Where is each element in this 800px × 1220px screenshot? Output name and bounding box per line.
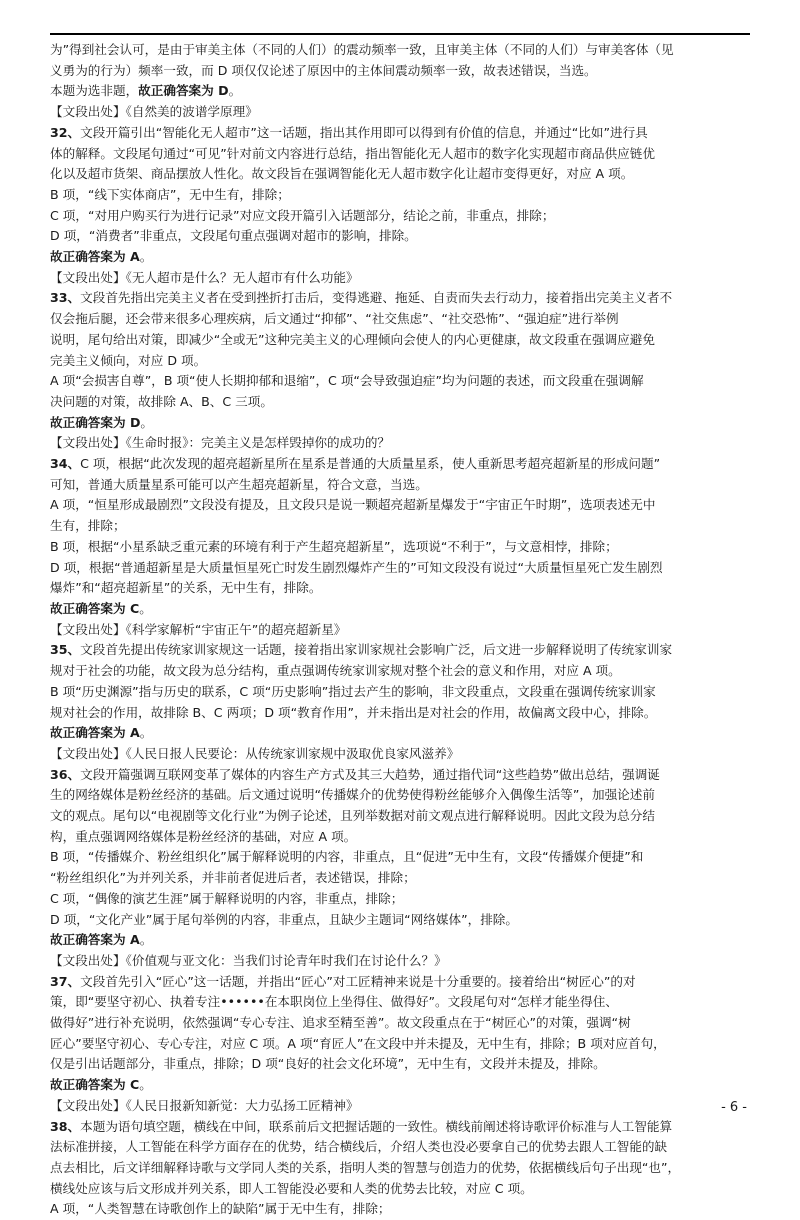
bold-text: 故正确答案为 D <box>50 414 141 430</box>
text-span: C 项，“偶像的演艺生涯”属于解释说明的内容，非重点，排除； <box>50 890 404 906</box>
text-line <box>50 206 750 227</box>
text-span: 策，即“要坚守初心、执着专注••••••在本职岗位上坐得住、做得好”。文段尾句对“怎样才能坐得住、 <box>50 994 618 1010</box>
text-span: B 项，“线下实体商店”，无中生有，排除； <box>50 186 290 202</box>
text-span: D 项，“文化产业”属于尾句举例的内容，非重点，且缺少主题词“网络媒体”，排除。 <box>50 911 518 927</box>
text-span: 本题为语句填空题，横线在中间，联系前后文把握话题的一致性。横线前阐述将诗歌评价标准与人工智能算 <box>80 1118 673 1134</box>
text-span: 仅会拖后腿，还会带来很多心理疾病，后文通过“抑郁”、“社交焦虑”、“社交恐怖”、“强迫症”进行举例 <box>50 311 619 327</box>
text-span: B 项，“传播媒介、粉丝组织化”属于解释说明的内容，非重点，且“促进”无中生有，文段“传播媒介便捷”和 <box>50 849 644 865</box>
text-line <box>50 868 750 889</box>
text-line <box>50 185 750 206</box>
text-line <box>50 495 750 516</box>
text-span: 。 <box>139 932 153 948</box>
text-span: C 项，根据“此次发现的超亮超新星所在星系是普通的大质量星系，使人重新思考超亮超新星的形成问题” <box>80 456 661 472</box>
text-span: 。 <box>139 1077 152 1093</box>
text-line <box>50 537 750 558</box>
text-line <box>50 930 750 951</box>
bold-text: 34、 <box>50 456 81 472</box>
text-line <box>50 413 750 434</box>
bold-text: 故正确答案为 A <box>50 725 140 741</box>
text-line <box>50 330 750 351</box>
text-span: D 项，“消费者”非重点，文段尾句重点强调对超市的影响，排除。 <box>50 228 417 244</box>
text-span: 【文段出处】《自然美的波谱学原理》 <box>50 104 258 120</box>
text-line <box>50 1096 750 1117</box>
text-span: 【文段出处】《人民日报人民要论：从传统家训家规中汲取优良家风滋养》 <box>50 745 460 761</box>
text-line <box>50 682 750 703</box>
text-span: 体的解释。文段尾句通过“可见”针对前文内容进行总结，指出智能化无人超市的数字化实现超市商品供应链优 <box>50 145 655 161</box>
text-line <box>50 1137 750 1158</box>
text-span: 化以及超市货架、商品摆放人性化。故文段旨在强调智能化无人超市数字化让超市变得更好，对应 A 项。 <box>50 166 634 182</box>
text-line <box>50 164 750 185</box>
text-line <box>50 765 750 786</box>
text-line <box>50 640 750 661</box>
text-line <box>50 951 750 972</box>
text-span: 。 <box>139 725 153 741</box>
text-span: 文段开篇强调互联网变革了媒体的内容生产方式及其三大趋势，通过指代词“这些趋势”做出总结，强调诞 <box>80 766 660 782</box>
text-line <box>50 1199 750 1220</box>
bold-text: 故正确答案为 C <box>50 1077 140 1093</box>
text-span: 【文段出处】《价值观与亚文化：当我们讨论青年时我们在讨论什么？》 <box>50 952 447 968</box>
text-line <box>50 723 750 744</box>
text-span: 构，重点强调网络媒体是粉丝经济的基础，对应 A 项。 <box>50 828 357 844</box>
text-span: 。 <box>140 414 153 430</box>
text-span: 文段首先指出完美主义者在受到挫折打击后，变得逃避、拖延、自责而失去行动力，接着指出完美主义者不 <box>80 290 673 306</box>
text-span: 仅是引出话题部分，非重点，排除；D 项“良好的社会文化环境”，无中生有，文段并未提及，排除。 <box>50 1056 606 1072</box>
text-line <box>50 992 750 1013</box>
text-span: 。 <box>139 600 152 616</box>
bold-text: 32、 <box>50 124 81 140</box>
text-span: 点去相比，后文详细解释诗歌与文学同人类的关系，指明人类的智慧与创造力的优势，依据横线后句子出现“也”， <box>50 1159 681 1175</box>
bold-text: 33、 <box>50 290 81 306</box>
text-line <box>50 785 750 806</box>
text-span: 【文段出处】《科学家解析“宇宙正午”的超亮超新星》 <box>50 621 347 637</box>
text-line <box>50 288 750 309</box>
text-line <box>50 1075 750 1096</box>
text-span: 为”得到社会认可，是由于审美主体（不同的人们）的震动频率一致，且审美主体（不同的人们）与审美客体（见 <box>50 42 674 57</box>
text-line <box>50 847 750 868</box>
text-line <box>50 1158 750 1179</box>
text-span: 【文段出处】《生命时报》：完美主义是怎样毁掉你的成功的？ <box>50 435 391 451</box>
text-span: 义勇为的行为）频率一致，而 D 项仅仅论述了原因中的主体间震动频率一致，故表述错误，当选。 <box>50 62 597 78</box>
text-span: A 项“会损害自尊”，B 项“使人长期抑郁和退缩”，C 项“会导致强迫症”均为问题的表述，而文段重在强调解 <box>50 373 644 389</box>
text-span: 。 <box>139 249 153 265</box>
text-span: 匠心”要坚守初心、专心专注，对应 C 项。A 项“育匠人”在文段中并未提及，无中生有，排除；B 项对应首句， <box>50 1035 666 1051</box>
text-line <box>50 226 750 247</box>
text-span: 可知，普通大质量星系可能可以产生超亮超新星，符合文意，当选。 <box>50 476 428 492</box>
text-line <box>50 309 750 330</box>
document-body <box>50 40 750 1220</box>
text-line <box>50 972 750 993</box>
text-line <box>50 144 750 165</box>
text-line <box>50 81 750 102</box>
text-line <box>50 558 750 579</box>
text-span: 说明，尾句给出对策，即减少“全或无”这种完美主义的心理倾向会使人的内心更健康，故文段重在强调应避免 <box>50 331 655 347</box>
page-number: - 6 - <box>721 1100 747 1115</box>
text-span: A 项，“恒星形成最剧烈”文段没有提及，且文段只是说一颗超亮超新星爆发于“宇宙正午时期”，选项表述无中 <box>50 497 656 513</box>
text-line <box>50 516 750 537</box>
text-span: B 项，根据“小星系缺乏重元素的环境有利于产生超亮超新星”，选项说“不利于”，与文意相悖，排除； <box>50 538 618 554</box>
bold-text: 故正确答案为 C <box>50 600 140 616</box>
header-rule <box>50 33 750 35</box>
text-line <box>50 1054 750 1075</box>
text-span: C 项，“对用户购买行为进行记录”对应文段开篇引入话题部分，结论之前，非重点，排除； <box>50 207 555 223</box>
text-span: 做得好”进行补充说明，依然强调“专心专注、追求至精至善”。故文段重点在于“树匠心”的对策，强调“树 <box>50 1015 631 1031</box>
text-line <box>50 123 750 144</box>
text-line <box>50 806 750 827</box>
text-span: A 项，“人类智慧在诗歌创作上的缺陷”属于无中生有，排除； <box>50 1201 391 1217</box>
text-line <box>50 1179 750 1200</box>
text-line <box>50 392 750 413</box>
text-line <box>50 61 750 82</box>
text-span: 规对社会的作用，故排除 B、C 两项；D 项“教育作用”，并未指出是对社会的作用，故偏离文段中心，排除。 <box>50 704 657 720</box>
text-line <box>50 1034 750 1055</box>
text-span: 横线处应该与后文形成并列关系，即人工智能没必要和人类的优势去比较，对应 C 项。 <box>50 1180 533 1196</box>
text-line <box>50 1117 750 1138</box>
text-span: 法标准拼接，人工智能在科学方面存在的优势，结合横线后，介绍人类也没必要拿自己的优势去跟人工智能的缺 <box>50 1139 668 1155</box>
bold-text: 37、 <box>50 973 81 989</box>
bold-text: 36、 <box>50 766 81 782</box>
text-line <box>50 910 750 931</box>
text-line <box>50 599 750 620</box>
text-span: B 项“历史渊源”指与历史的联系，C 项“历史影响”指过去产生的影响，非文段重点，文段重在强调传统家训家 <box>50 683 656 699</box>
text-line <box>50 744 750 765</box>
bold-text: 38、 <box>50 1118 81 1134</box>
text-span: 生有，排除； <box>50 518 126 534</box>
text-span: 爆炸”和“超亮超新星”的关系，无中生有，排除。 <box>50 580 322 596</box>
text-line <box>50 351 750 372</box>
text-span: 文段开篇引出“智能化无人超市”这一话题，指出其作用即可以得到有价值的信息，并通过“比如”进行具 <box>80 124 648 140</box>
text-line <box>50 102 750 123</box>
text-line <box>50 1013 750 1034</box>
text-line <box>50 40 750 61</box>
text-span: “粉丝组织化”为并列关系，并非前者促进后者，表述错误，排除； <box>50 870 416 886</box>
text-line <box>50 247 750 268</box>
text-line <box>50 578 750 599</box>
bold-text: 故正确答案为 A <box>50 932 140 948</box>
text-line <box>50 475 750 496</box>
bold-text: 故正确答案为 A <box>50 249 140 265</box>
text-span: 文段首先提出传统家训家规这一话题，接着指出家训家规社会影响广泛，后文进一步解释说明了传统家训家 <box>80 642 673 658</box>
text-span: 生的网络媒体是粉丝经济的基础。后文通过说明“传播媒介的优势使得粉丝能够介入偶像生活等”，加强论述前 <box>50 787 655 803</box>
text-line <box>50 661 750 682</box>
text-span: 本题为选非题， <box>50 83 139 99</box>
text-line <box>50 889 750 910</box>
text-line <box>50 703 750 724</box>
text-span: 。 <box>228 83 242 99</box>
text-span: 【文段出处】《人民日报新知新觉：大力弘扬工匠精神》 <box>50 1097 359 1113</box>
text-span: 规对于社会的功能，故文段为总分结构，重点强调传统家训家规对整个社会的意义和作用，对应 A 项。 <box>50 663 621 679</box>
text-span: 文段首先引入“匠心”这一话题，并指出“匠心”对工匠精神来说是十分重要的。接着给出“树匠心”的对 <box>80 973 636 989</box>
text-span: 完美主义倾向，对应 D 项。 <box>50 352 207 368</box>
text-span: 决问题的对策，故排除 A、B、C 三项。 <box>50 393 273 409</box>
text-line <box>50 268 750 289</box>
bold-text: 故正确答案为 D <box>138 83 229 99</box>
text-line <box>50 620 750 641</box>
text-line <box>50 454 750 475</box>
text-span: 文的观点。尾句以“电视剧等文化行业”为例子论述，且列举数据对前文观点进行解释说明。因此文段为总分结 <box>50 808 655 824</box>
bold-text: 35、 <box>50 642 81 658</box>
text-span: D 项，根据“普通超新星是大质量恒星死亡时发生剧烈爆炸产生的”可知文段没有说过“大质量恒星死亡发生剧烈 <box>50 559 663 575</box>
text-line <box>50 371 750 392</box>
text-line <box>50 433 750 454</box>
text-line <box>50 827 750 848</box>
text-span: 【文段出处】《无人超市是什么？无人超市有什么功能》 <box>50 269 359 285</box>
